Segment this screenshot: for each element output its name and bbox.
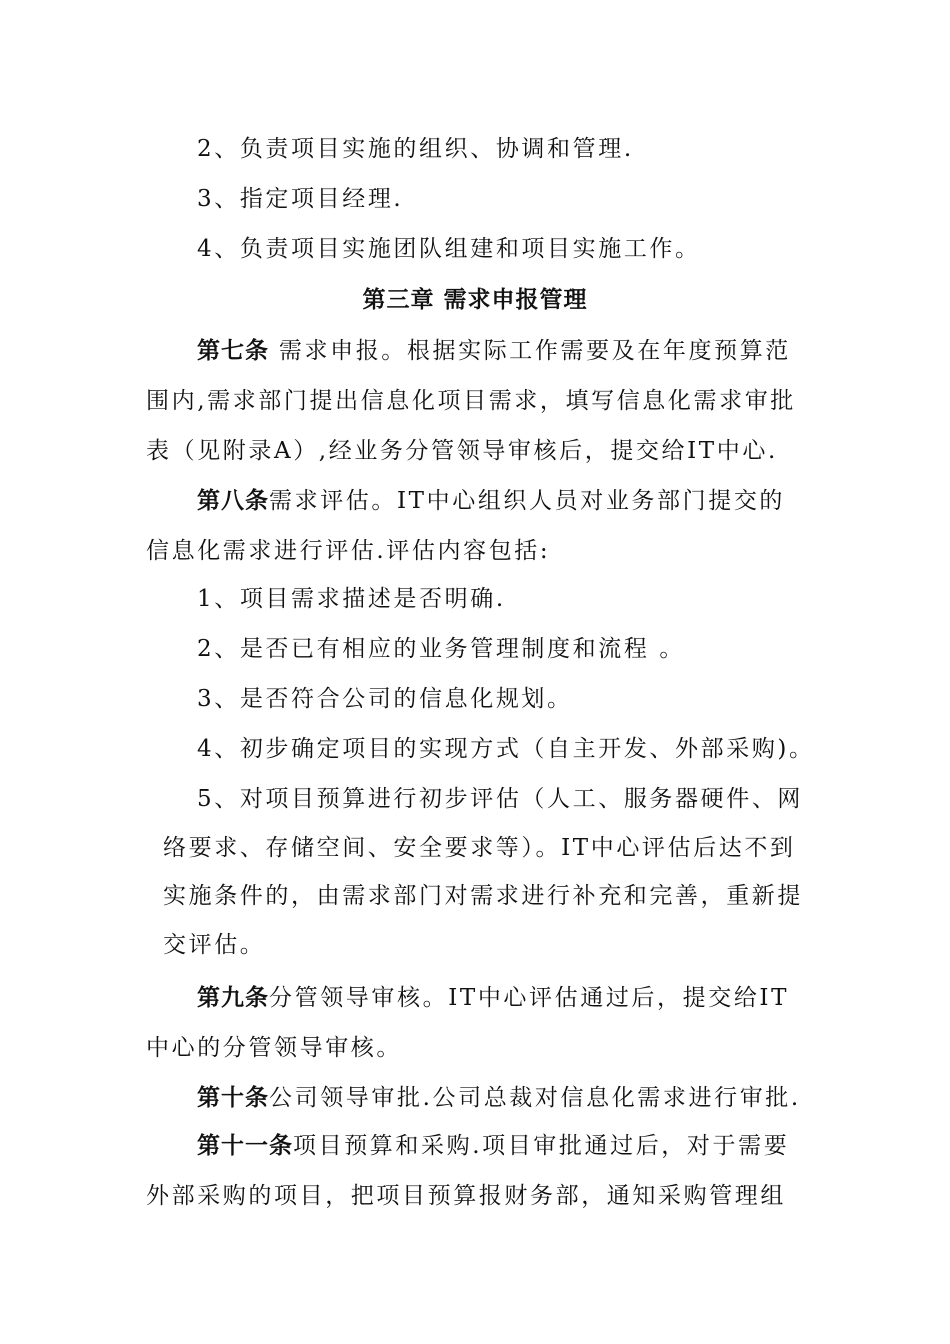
article-7-label: 第七条 (197, 338, 269, 364)
eval-item-5-line-3: 实施条件的，由需求部门对需求进行补充和完善，重新提 (163, 883, 803, 909)
article-7-line-2: 围内,需求部门提出信息化项目需求，填写信息化需求审批 (146, 388, 796, 414)
article-11-label: 第十一条 (197, 1133, 293, 1159)
chapter-heading: 第三章 需求申报管理 (362, 287, 588, 313)
duty-item-2: 2、负责项目实施的组织、协调和管理. (197, 136, 634, 162)
article-10-label: 第十条 (197, 1085, 269, 1111)
eval-item-5-line-4: 交评估。 (163, 932, 266, 958)
eval-item-5-line-1: 5、对项目预算进行初步评估（人工、服务器硬件、网 (197, 786, 804, 812)
article-9-label: 第九条 (197, 985, 269, 1011)
article-11-line-1 (197, 1130, 789, 1162)
eval-item-1: 1、项目需求描述是否明确. (197, 586, 506, 612)
article-9-line-2: 中心的分管领导审核。 (146, 1035, 402, 1061)
article-8-line-1 (197, 485, 785, 517)
duty-item-3: 3、指定项目经理. (197, 186, 404, 212)
article-8-text-1: 需求评估。IT中心组织人员对业务部门提交的 (269, 488, 786, 514)
eval-item-4: 4、初步确定项目的实现方式（自主开发、外部采购)。 (197, 736, 815, 762)
eval-item-2: 2、是否已有相应的业务管理制度和流程 。 (197, 636, 685, 662)
article-8-label: 第八条 (197, 488, 269, 514)
eval-item-5-line-2: 络要求、存储空间、安全要求等）。IT中心评估后达不到 (163, 835, 796, 861)
article-8-line-2: 信息化需求进行评估.评估内容包括: (146, 538, 551, 564)
article-10-line-1 (197, 1082, 801, 1114)
article-9-text-1: 分管领导审核。IT中心评估通过后，提交给IT (269, 985, 790, 1011)
article-11-text-1: 项目预算和采购.项目审批通过后，对于需要 (293, 1133, 790, 1159)
eval-item-3: 3、是否符合公司的信息化规划。 (197, 686, 573, 712)
article-7-line-3: 表（见附录A）,经业务分管领导审核后，提交给IT中心. (146, 438, 778, 464)
article-11-line-2: 外部采购的项目，把项目预算报财务部，通知采购管理组 (146, 1183, 786, 1209)
article-9-line-1 (197, 982, 789, 1014)
duty-item-4: 4、负责项目实施团队组建和项目实施工作。 (197, 236, 701, 262)
article-10-text-1: 公司领导审批.公司总裁对信息化需求进行审批. (269, 1085, 801, 1111)
article-7-text-1: 需求申报。根据实际工作需要及在年度预算范 (269, 338, 791, 364)
article-7-line-1 (197, 335, 791, 367)
